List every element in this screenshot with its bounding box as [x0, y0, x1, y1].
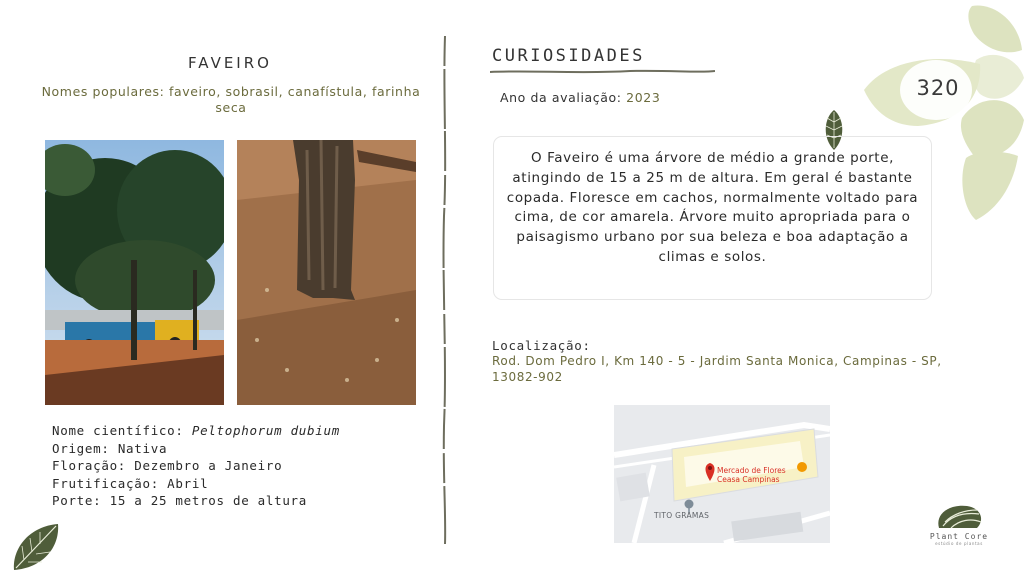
fact-label: Frutificação:: [52, 475, 159, 491]
tree-photo-trunk: [237, 140, 416, 405]
brand-logo-icon: [933, 502, 985, 532]
brand-tagline: estúdio de plantas: [935, 541, 983, 546]
common-names: [34, 84, 428, 116]
fact-fruiting: [52, 475, 340, 493]
evaluation-year-label: Ano da avaliação:: [500, 90, 622, 105]
map-poi-line: Ceasa Campinas: [717, 475, 780, 484]
section-divider: [440, 36, 450, 544]
plant-common-title: FAVEIRO: [188, 54, 272, 72]
evaluation-year-value: 2023: [626, 90, 661, 105]
tree-photo-canopy: [45, 140, 224, 405]
map-poi-market: [717, 466, 786, 484]
fact-label: Porte:: [52, 493, 102, 509]
map-poi-line: Mercado de Flores: [717, 466, 786, 475]
plant-facts: [52, 422, 340, 510]
location-map[interactable]: [614, 405, 830, 543]
fact-value: Dezembro a Janeiro: [134, 458, 283, 474]
section-title: CURIOSIDADES: [492, 46, 645, 66]
fact-value: 15 a 25 metros de altura: [109, 493, 308, 509]
scientific-name-row: [52, 422, 340, 440]
scientific-name: Peltophorum dubium: [191, 423, 340, 438]
brand-name: Plant Core: [929, 532, 989, 541]
scientific-name-label: Nome científico:: [52, 423, 184, 438]
leaf-icon: [10, 522, 62, 572]
evaluation-year: [500, 90, 660, 105]
fact-value: Nativa: [117, 440, 168, 456]
fact-label: Floração:: [52, 458, 127, 474]
map-poi-tito: TITO GRAMAS: [654, 511, 710, 520]
common-names-label: Nomes populares:: [41, 84, 165, 99]
fact-origin: [52, 440, 340, 458]
fact-value: Abril: [167, 475, 209, 491]
title-underline: [490, 68, 715, 76]
description-box: O Faveiro é uma árvore de médio a grande porte, atingindo de 15 a 25 m de altura. Em geral é bastante copada. Floresce em cachos, normalmente voltado para cima, de cor amarela. Árvore muito apropriada para o paisagismo urbano por sua beleza e boa adaptação a climas e solos.: [493, 136, 932, 300]
fact-size: [52, 492, 340, 510]
card-number: 320: [916, 76, 960, 100]
fact-flowering: [52, 457, 340, 475]
fact-label: Origem:: [52, 440, 110, 456]
location-label: Localização:: [492, 338, 591, 353]
common-names-value: faveiro, sobrasil, canafístula, farinha seca: [169, 84, 421, 115]
location-address: Rod. Dom Pedro I, Km 140 - 5 - Jardim Santa Monica, Campinas - SP, 13082-902: [492, 354, 942, 384]
brand-logo: [926, 502, 992, 550]
